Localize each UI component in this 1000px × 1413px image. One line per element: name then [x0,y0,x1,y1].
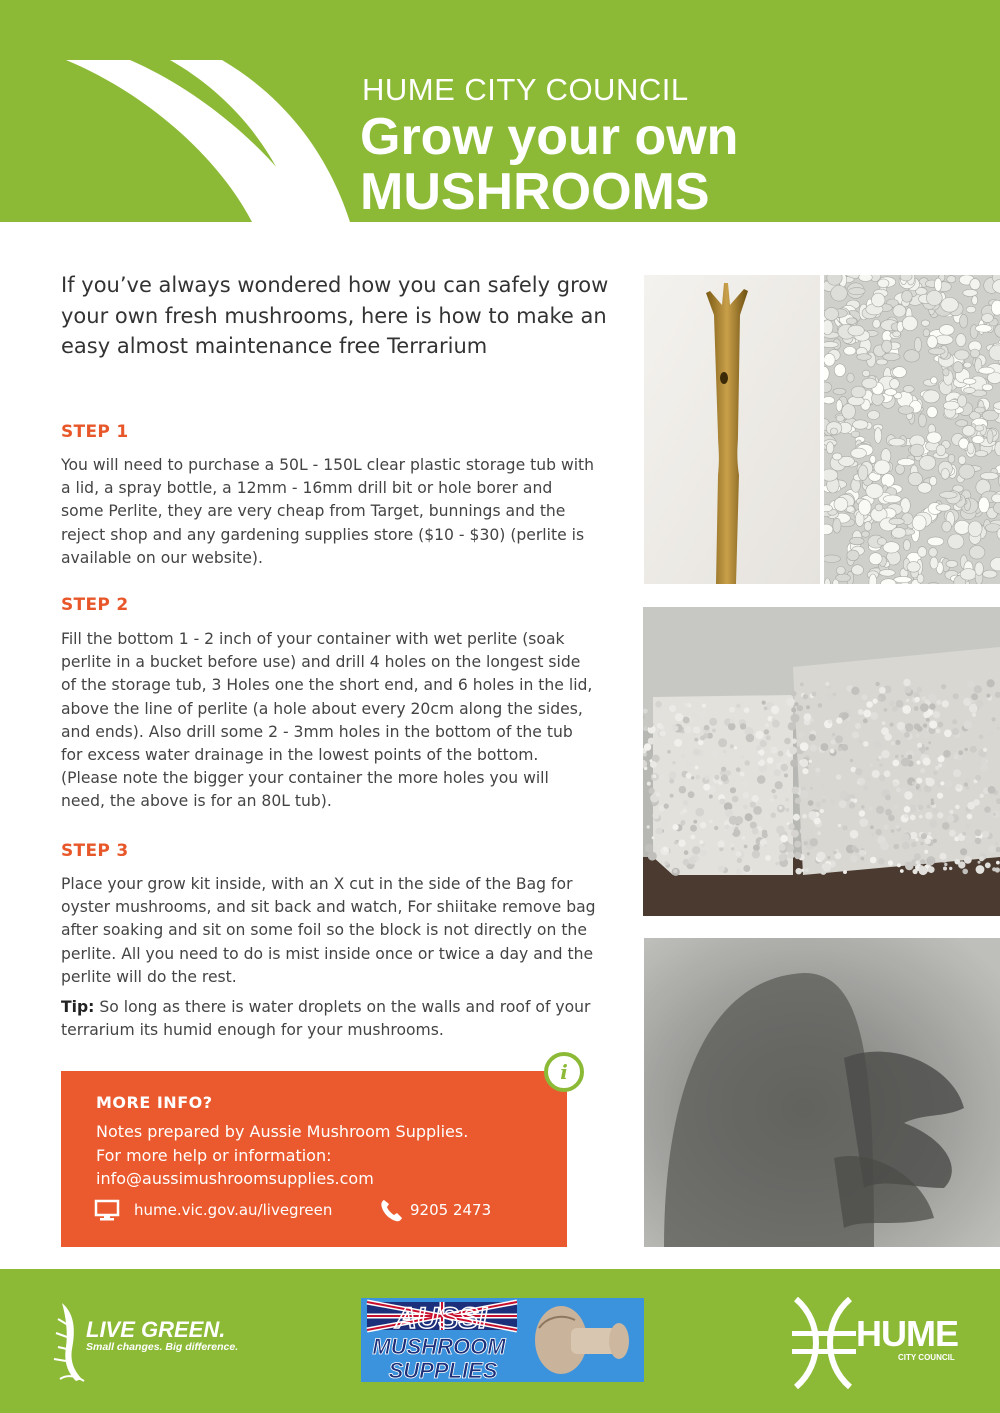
step-1-text: You will need to purchase a 50L - 150L clear plastic storage tub with a lid, a spray bottle, a 12mm - 16mm drill bit or hole borer and some Perlite, they are very cheap from Target, bunnings and the reject shop and any gardening supplies store ($10 - $30) (perlite is available on our website). [61,456,595,567]
header-banner [0,0,1000,222]
photo-perlite [824,275,1000,584]
footer-banner [0,1269,1000,1413]
more-info-box [61,1071,567,1247]
info-icon [544,1052,584,1092]
photo-drill-bit [644,275,820,584]
step-2-title: STEP 2 [61,595,129,615]
more-info-line2: For more help or information: [96,1145,332,1165]
more-info-text [96,1120,468,1191]
hume-wordmark: HUME [856,1313,958,1354]
step-3-text: Place your grow kit inside, with an X cut in the side of the Bag for oyster mushrooms, and sit back and watch, For shiitake remove bag after soaking and sit on some foil so the block is not directly on the perlite. All you need to do is mist inside once or twice a day and the perlite will do the rest. [61,875,596,986]
more-info-line1: Notes prepared by Aussie Mushroom Supplies. [96,1122,469,1141]
info-badge-letter: i [560,1060,568,1084]
step-3-title: STEP 3 [61,841,129,861]
intro-paragraph: If you’ve always wondered how you can safely grow your own fresh mushrooms, here is how to make an easy almost maintenance free Terrarium [61,273,609,358]
photo-storage-tub [643,607,1000,916]
more-info-title: MORE INFO? [96,1093,213,1112]
more-info-email[interactable]: info@aussimushroomsupplies.com [96,1169,374,1188]
photo-mushroom-growth [644,938,1000,1247]
aussi-logo-line3: SUPPLIES [388,1358,498,1382]
website-link[interactable]: hume.vic.gov.au/livegreen [134,1201,333,1219]
computer-icon [94,1199,122,1223]
step-2-text: Fill the bottom 1 - 2 inch of your container with wet perlite (soak perlite in a bucket before use) and drill 4 holes on the longest side of the storage tub, 3 Holes one the short end, and 6 holes in the lid, above the line of perlite (a hole about every 20cm along the sides, and ends). Also drill some 2 - 3mm holes in the bottom of the tub for excess water drainage in the lowest points of the bottom. (Please note the bigger your container the more holes you will need, the above is for an 80L tub). [61,630,593,811]
page-title-line1: Grow your own [360,108,739,166]
council-name: HUME CITY COUNCIL [362,72,689,107]
phone-icon [379,1198,403,1224]
aussi-logo-line1: AUSSI [395,1302,487,1335]
phone-number[interactable]: 9205 2473 [410,1201,492,1219]
tip-paragraph [61,996,596,1042]
aussi-mushroom-supplies-logo [361,1298,644,1382]
page-title-line2: MUSHROOMS [360,163,710,221]
live-green-tree-icon [52,1299,88,1383]
hume-subtitle: CITY COUNCIL [898,1353,955,1362]
live-green-title: LIVE GREEN. [86,1317,226,1342]
hume-logo-icon [790,1297,856,1389]
aussi-logo-line2: MUSHROOM [372,1334,506,1359]
tip-label: Tip: [61,998,95,1016]
live-green-tagline: Small changes. Big difference. [86,1341,239,1353]
step-1-title: STEP 1 [61,422,129,442]
tip-text: So long as there is water droplets on the walls and roof of your terrarium its humid enough for your mushrooms. [61,998,591,1040]
